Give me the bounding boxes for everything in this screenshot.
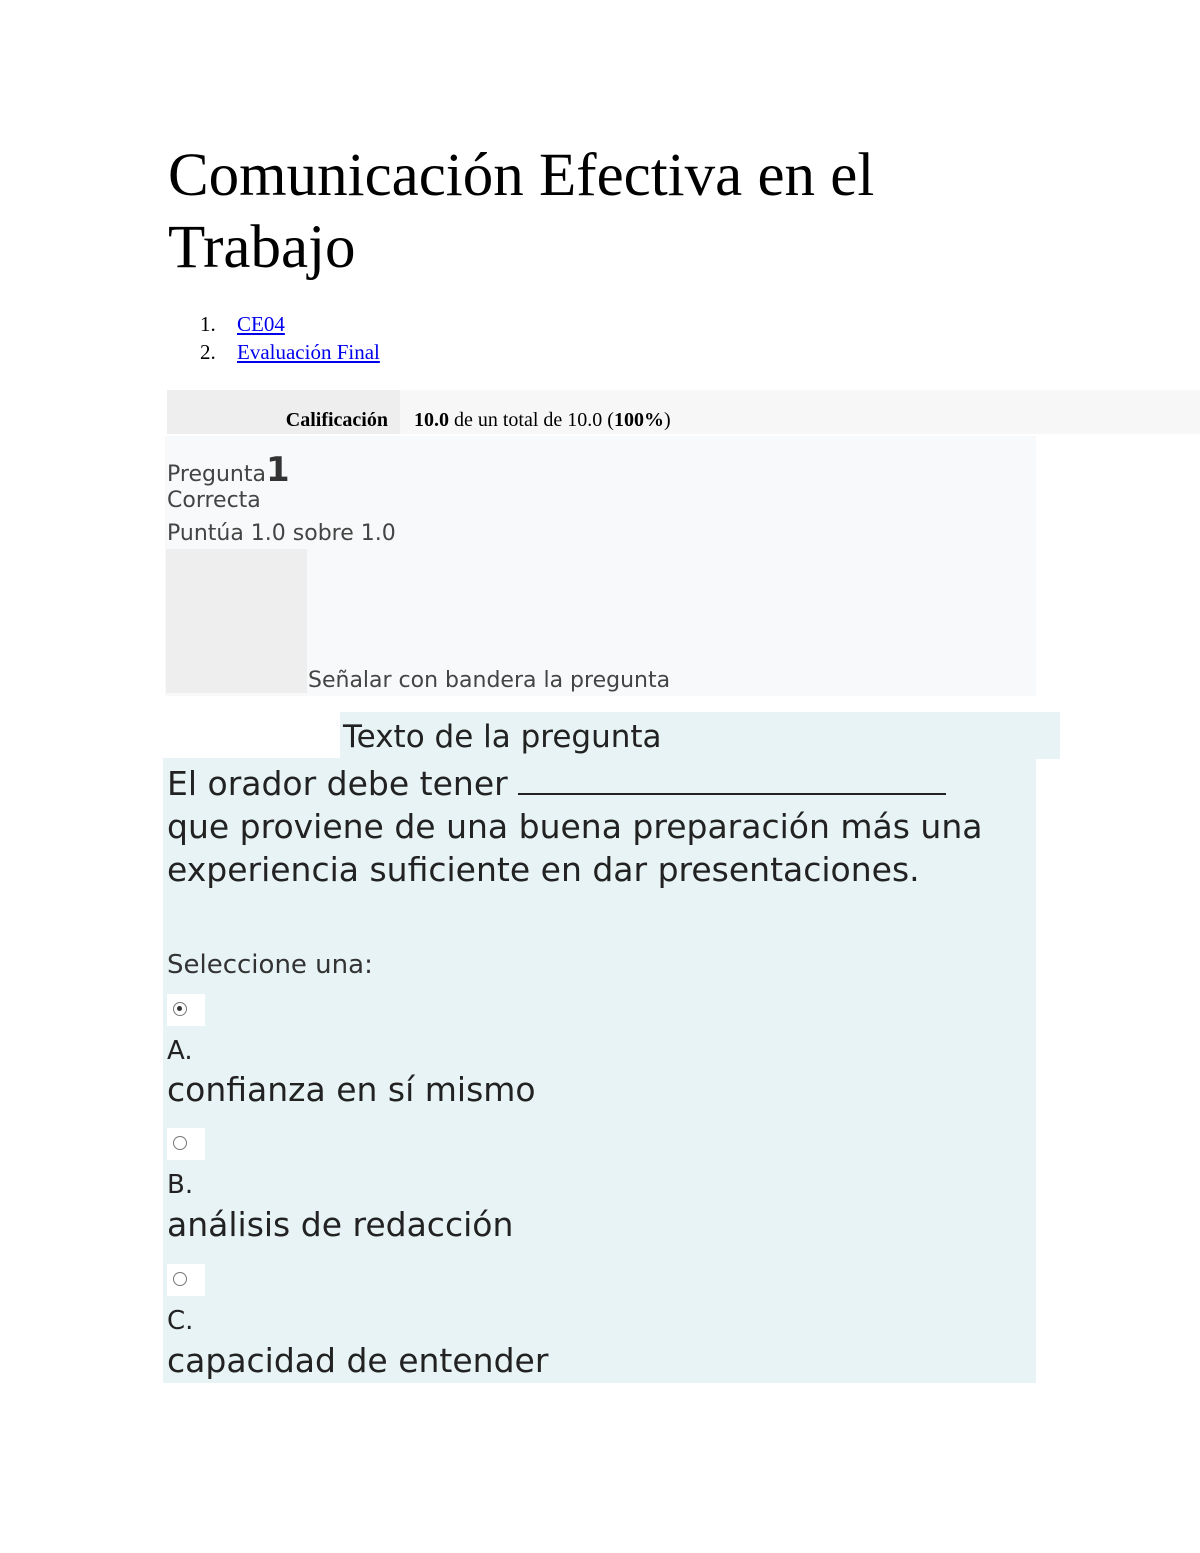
breadcrumb <box>200 310 380 366</box>
breadcrumb-number: 2. <box>200 340 216 364</box>
breadcrumb-item <box>200 338 380 366</box>
question-grade: Puntúa 1.0 sobre 1.0 <box>167 521 396 546</box>
question-number-value: 1 <box>265 450 290 490</box>
option-a-letter: A. <box>167 1036 193 1066</box>
question-text-header: Texto de la pregunta <box>340 712 1060 759</box>
radio-unchecked-icon[interactable] <box>173 1272 187 1286</box>
option-a-text[interactable]: confianza en sí mismo <box>167 1070 536 1109</box>
breadcrumb-number: 1. <box>200 312 216 336</box>
radio-unchecked-icon[interactable] <box>173 1136 187 1150</box>
grade-close-paren: ) <box>663 409 671 431</box>
grade-summary-row <box>167 390 1200 434</box>
question-number-label: Pregunta <box>167 462 266 487</box>
option-c-radio-cell[interactable] <box>167 1264 205 1296</box>
radio-checked-icon[interactable] <box>173 1002 187 1016</box>
page-title: Comunicación Efectiva en el Trabajo <box>168 142 875 281</box>
flag-icon[interactable] <box>166 549 307 693</box>
option-c-text[interactable]: capacidad de entender <box>167 1341 549 1380</box>
grade-percent: 100% <box>613 409 664 431</box>
question-content <box>163 758 1036 1383</box>
option-c-letter: C. <box>167 1306 194 1336</box>
select-prompt: Seleccione una: <box>167 950 373 980</box>
option-a-radio-cell[interactable] <box>167 994 205 1026</box>
grade-total-text: de un total de 10.0 ( <box>449 409 614 431</box>
question-state: Correcta <box>167 488 261 513</box>
option-b-letter: B. <box>167 1170 194 1200</box>
option-b-text[interactable]: análisis de redacción <box>167 1205 514 1244</box>
question-text-end: que proviene de una buena preparación más una experiencia suficiente en dar presentaciones. <box>167 807 983 889</box>
breadcrumb-link-ce04[interactable]: CE04 <box>237 312 285 336</box>
flag-question-link[interactable]: Señalar con bandera la pregunta <box>308 668 671 693</box>
question-text-start: El orador debe tener <box>167 764 519 803</box>
question-text <box>167 762 1007 891</box>
breadcrumb-item <box>200 310 380 338</box>
grade-label: Calificación <box>167 390 400 434</box>
grade-value <box>400 390 1200 434</box>
question-info-panel <box>165 436 1036 696</box>
fill-blank-line <box>518 763 946 795</box>
option-b-radio-cell[interactable] <box>167 1128 205 1160</box>
question-number <box>167 450 290 490</box>
breadcrumb-link-evaluacion-final[interactable]: Evaluación Final <box>237 340 380 364</box>
grade-score: 10.0 <box>414 409 449 431</box>
